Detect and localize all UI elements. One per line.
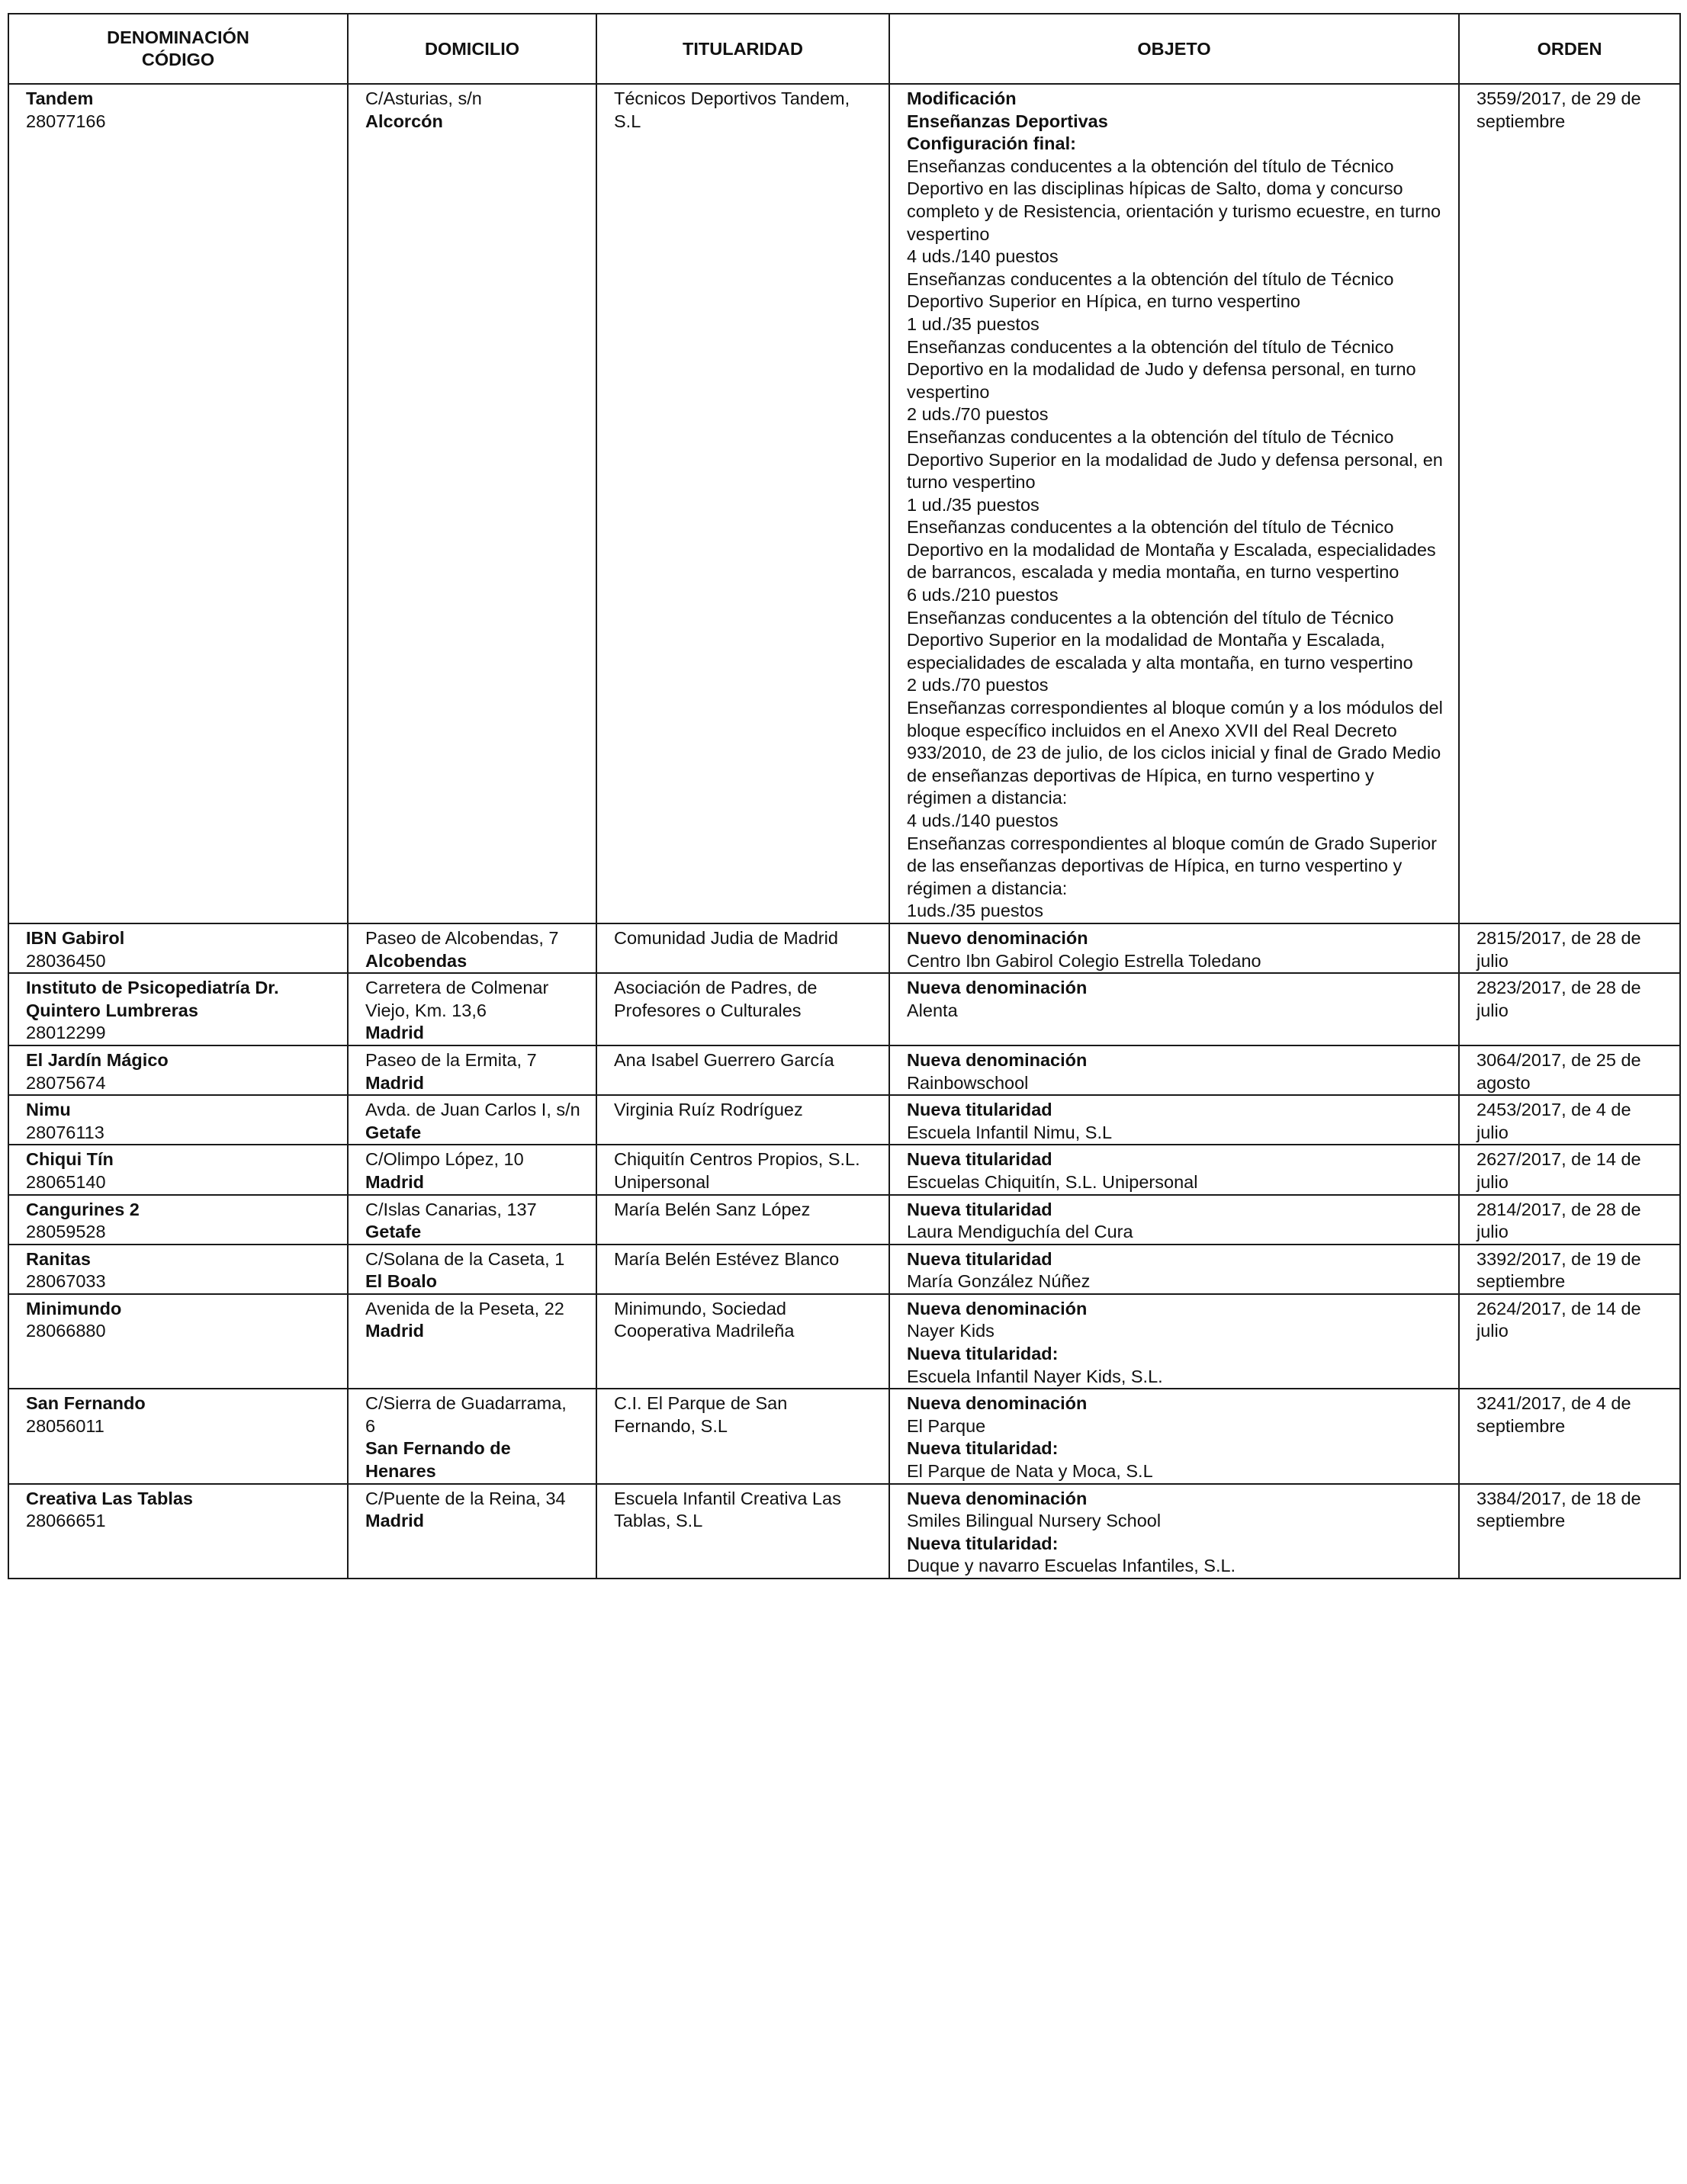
domicilio-cell bbox=[348, 84, 596, 923]
object-heading: Nueva titularidad bbox=[907, 1100, 1052, 1120]
table-row bbox=[8, 1145, 1680, 1194]
table-row bbox=[8, 1484, 1680, 1579]
address-municipality: El Boalo bbox=[365, 1271, 438, 1292]
center-name: Chiqui Tín bbox=[26, 1149, 114, 1170]
address-street: C/Islas Canarias, 137 bbox=[365, 1199, 537, 1219]
address-municipality: San Fernando de Henares bbox=[365, 1438, 511, 1482]
center-name: El Jardín Mágico bbox=[26, 1049, 169, 1070]
domicilio-cell bbox=[348, 1095, 596, 1145]
denominacion-cell bbox=[8, 1045, 348, 1095]
objeto-cell bbox=[889, 1095, 1459, 1145]
titularidad-cell bbox=[596, 1045, 889, 1095]
object-text: El Parque bbox=[907, 1415, 986, 1436]
object-text: Escuelas Chiquitín, S.L. Unipersonal bbox=[907, 1171, 1198, 1192]
denominacion-cell bbox=[8, 1294, 348, 1389]
address-street: C/Olimpo López, 10 bbox=[365, 1149, 524, 1170]
orden-cell bbox=[1459, 1484, 1680, 1579]
object-heading: Nuevo denominación bbox=[907, 927, 1088, 948]
table-header bbox=[8, 14, 1680, 84]
center-code: 28059528 bbox=[26, 1222, 106, 1242]
object-heading: Configuración final: bbox=[907, 133, 1076, 154]
center-name: IBN Gabirol bbox=[26, 927, 125, 948]
center-code: 28076113 bbox=[26, 1122, 104, 1142]
table-row bbox=[8, 1045, 1680, 1095]
object-text: Nayer Kids bbox=[907, 1321, 995, 1341]
address-municipality: Madrid bbox=[365, 1023, 425, 1043]
center-name: Ranitas bbox=[26, 1248, 91, 1269]
object-text: 4 uds./140 puestos bbox=[907, 811, 1059, 830]
header-row bbox=[8, 14, 1680, 84]
object-heading: Nueva titularidad bbox=[907, 1149, 1052, 1170]
orden-cell bbox=[1459, 1195, 1680, 1245]
denominacion-cell bbox=[8, 84, 348, 923]
titularidad-cell bbox=[596, 1245, 889, 1294]
domicilio-cell bbox=[348, 1245, 596, 1294]
orden-cell bbox=[1459, 1245, 1680, 1294]
table-row bbox=[8, 923, 1680, 973]
center-code: 28065140 bbox=[26, 1171, 106, 1192]
address-street: Carretera de Colmenar Viejo, Km. 13,6 bbox=[365, 978, 549, 1020]
center-name: Cangurines 2 bbox=[26, 1199, 140, 1219]
object-text: Enseñanzas conducentes a la obtención del título de Técnico Deportivo en la modalidad de Judo y defensa personal, en turno vespertino bbox=[907, 336, 1416, 402]
header-denominacion: DENOMINACIÓN bbox=[107, 27, 249, 47]
object-text: Enseñanzas conducentes a la obtención del título de Técnico Deportivo Superior en la modalidad de Judo y defensa personal, en turno vespertino bbox=[907, 426, 1443, 493]
objeto-cell bbox=[889, 1389, 1459, 1483]
titularidad-cell bbox=[596, 84, 889, 923]
titularidad-cell bbox=[596, 1294, 889, 1389]
header-domicilio: DOMICILIO bbox=[348, 14, 596, 84]
objeto-cell bbox=[889, 1145, 1459, 1194]
titularidad-cell bbox=[596, 1484, 889, 1579]
objeto-cell bbox=[889, 923, 1459, 973]
titularidad-cell bbox=[596, 1195, 889, 1245]
object-text: 4 uds./140 puestos bbox=[907, 246, 1059, 267]
denominacion-cell bbox=[8, 1245, 348, 1294]
address-municipality: Getafe bbox=[365, 1222, 422, 1242]
object-text: Enseñanzas conducentes a la obtención del título de Técnico Deportivo en las disciplinas hípicas de Salto, doma y concurso completo y de Resistencia, orientación y turismo ecuestre, en turno vespertino bbox=[907, 156, 1441, 244]
owner-name: Chiquitín Centros Propios, S.L. Unipersonal bbox=[614, 1149, 860, 1192]
center-name: Minimundo bbox=[26, 1298, 122, 1318]
center-name: Instituto de Psicopediatría Dr. Quintero Lumbreras bbox=[26, 978, 279, 1020]
domicilio-cell bbox=[348, 1389, 596, 1483]
owner-name: Virginia Ruíz Rodríguez bbox=[614, 1100, 803, 1120]
domicilio-cell bbox=[348, 1484, 596, 1579]
order-text: 2823/2017, de 28 de julio bbox=[1477, 978, 1641, 1020]
object-text: María González Núñez bbox=[907, 1271, 1091, 1292]
order-text: 3559/2017, de 29 de septiembre bbox=[1477, 88, 1641, 131]
object-heading: Enseñanzas Deportivas bbox=[907, 111, 1108, 131]
address-street: C/Solana de la Caseta, 1 bbox=[365, 1248, 565, 1269]
object-text: 1 ud./35 puestos bbox=[907, 313, 1040, 334]
address-municipality: Madrid bbox=[365, 1511, 425, 1531]
address-street: Paseo de la Ermita, 7 bbox=[365, 1049, 537, 1070]
owner-name: Minimundo, Sociedad Cooperativa Madrileña bbox=[614, 1298, 795, 1341]
table-row bbox=[8, 84, 1680, 923]
object-text: Enseñanzas conducentes a la obtención del título de Técnico Deportivo Superior en la modalidad de Montaña y Escalada, especialidades de escalada y alta montaña, en turno vespertino bbox=[907, 607, 1413, 673]
objeto-cell bbox=[889, 1195, 1459, 1245]
table-row bbox=[8, 973, 1680, 1045]
order-text: 2815/2017, de 28 de julio bbox=[1477, 927, 1641, 971]
orden-cell bbox=[1459, 1145, 1680, 1194]
table-body bbox=[8, 84, 1680, 1579]
address-street: Avenida de la Peseta, 22 bbox=[365, 1298, 564, 1318]
orden-cell bbox=[1459, 923, 1680, 973]
center-name: Nimu bbox=[26, 1100, 71, 1120]
center-code: 28012299 bbox=[26, 1023, 106, 1043]
address-municipality: Getafe bbox=[365, 1122, 422, 1142]
denominacion-cell bbox=[8, 923, 348, 973]
objeto-cell bbox=[889, 1045, 1459, 1095]
center-name: Creativa Las Tablas bbox=[26, 1488, 194, 1508]
order-text: 2624/2017, de 14 de julio bbox=[1477, 1298, 1641, 1341]
address-street: Avda. de Juan Carlos I, s/n bbox=[365, 1100, 580, 1120]
objeto-cell bbox=[889, 1245, 1459, 1294]
object-text: Escuela Infantil Nimu, S.L bbox=[907, 1122, 1113, 1142]
object-text: 2 uds./70 puestos bbox=[907, 675, 1049, 695]
object-heading: Nueva titularidad bbox=[907, 1248, 1052, 1269]
titularidad-cell bbox=[596, 973, 889, 1045]
owner-name: C.I. El Parque de San Fernando, S.L bbox=[614, 1393, 788, 1436]
orden-cell bbox=[1459, 1294, 1680, 1389]
denominacion-cell bbox=[8, 1145, 348, 1194]
center-name: San Fernando bbox=[26, 1393, 146, 1414]
object-heading: Nueva denominación bbox=[907, 1049, 1088, 1070]
domicilio-cell bbox=[348, 973, 596, 1045]
denominacion-cell bbox=[8, 1195, 348, 1245]
object-heading: Nueva denominación bbox=[907, 1488, 1088, 1508]
orden-cell bbox=[1459, 1389, 1680, 1483]
center-code: 28066880 bbox=[26, 1321, 106, 1341]
owner-name: María Belén Estévez Blanco bbox=[614, 1248, 840, 1269]
order-text: 3064/2017, de 25 de agosto bbox=[1477, 1049, 1641, 1093]
order-text: 2627/2017, de 14 de julio bbox=[1477, 1149, 1641, 1192]
order-text: 3392/2017, de 19 de septiembre bbox=[1477, 1248, 1641, 1292]
address-municipality: Madrid bbox=[365, 1171, 425, 1192]
order-text: 3241/2017, de 4 de septiembre bbox=[1477, 1393, 1631, 1436]
object-text: 1 ud./35 puestos bbox=[907, 494, 1040, 515]
owner-name: Escuela Infantil Creativa Las Tablas, S.L bbox=[614, 1488, 841, 1531]
object-heading: Nueva titularidad bbox=[907, 1199, 1052, 1219]
titularidad-cell bbox=[596, 1145, 889, 1194]
object-text: El Parque de Nata y Moca, S.L bbox=[907, 1461, 1153, 1482]
object-text: Enseñanzas conducentes a la obtención del título de Técnico Deportivo en la modalidad de Montaña y Escalada, especialidades de barrancos, escalada y media montaña, en turno vespertino bbox=[907, 517, 1436, 583]
center-code: 28077166 bbox=[26, 111, 106, 131]
domicilio-cell bbox=[348, 1145, 596, 1194]
table-row bbox=[8, 1389, 1680, 1483]
object-text: Enseñanzas correspondientes al bloque común de Grado Superior de las enseñanzas deportivas de Hípica, en turno vespertino y régimen a distancia: bbox=[907, 833, 1437, 898]
denominacion-cell bbox=[8, 1484, 348, 1579]
object-text: Laura Mendiguchía del Cura bbox=[907, 1222, 1133, 1242]
owner-name: María Belén Sanz López bbox=[614, 1199, 811, 1219]
table-row bbox=[8, 1245, 1680, 1294]
header-objeto: OBJETO bbox=[889, 14, 1459, 84]
header-codigo: CÓDIGO bbox=[141, 50, 215, 69]
object-text: Alenta bbox=[907, 1000, 958, 1020]
center-code: 28056011 bbox=[26, 1415, 104, 1436]
object-text: Centro Ibn Gabirol Colegio Estrella Toledano bbox=[907, 950, 1261, 971]
center-code: 28075674 bbox=[26, 1072, 106, 1093]
object-text: Smiles Bilingual Nursery School bbox=[907, 1511, 1162, 1531]
object-text: 6 uds./210 puestos bbox=[907, 585, 1059, 605]
header-titularidad: TITULARIDAD bbox=[596, 14, 889, 84]
orden-cell bbox=[1459, 973, 1680, 1045]
table-row bbox=[8, 1294, 1680, 1389]
objeto-cell bbox=[889, 973, 1459, 1045]
orden-cell bbox=[1459, 84, 1680, 923]
owner-name: Técnicos Deportivos Tandem, S.L bbox=[614, 88, 850, 131]
object-text: Escuela Infantil Nayer Kids, S.L. bbox=[907, 1366, 1163, 1386]
denominacion-cell bbox=[8, 973, 348, 1045]
object-heading: Nueva denominación bbox=[907, 1393, 1088, 1414]
address-municipality: Madrid bbox=[365, 1321, 425, 1341]
domicilio-cell bbox=[348, 1045, 596, 1095]
object-heading: Nueva denominación bbox=[907, 1298, 1088, 1318]
address-street: C/Sierra de Guadarrama, 6 bbox=[365, 1393, 567, 1436]
titularidad-cell bbox=[596, 1095, 889, 1145]
object-text: 2 uds./70 puestos bbox=[907, 404, 1049, 425]
object-text: Duque y navarro Escuelas Infantiles, S.L. bbox=[907, 1556, 1236, 1576]
address-municipality: Alcobendas bbox=[365, 950, 468, 971]
order-text: 3384/2017, de 18 de septiembre bbox=[1477, 1488, 1641, 1531]
center-code: 28067033 bbox=[26, 1271, 106, 1292]
object-text: Enseñanzas conducentes a la obtención del título de Técnico Deportivo Superior en Hípica, en turno vespertino bbox=[907, 268, 1394, 312]
address-municipality: Alcorcón bbox=[365, 111, 443, 131]
object-heading: Modificación bbox=[907, 88, 1017, 108]
orden-cell bbox=[1459, 1045, 1680, 1095]
object-heading: Nueva titularidad: bbox=[907, 1533, 1059, 1553]
address-street: C/Asturias, s/n bbox=[365, 88, 482, 108]
object-text: Rainbowschool bbox=[907, 1072, 1029, 1093]
orden-cell bbox=[1459, 1095, 1680, 1145]
domicilio-cell bbox=[348, 923, 596, 973]
owner-name: Ana Isabel Guerrero García bbox=[614, 1049, 834, 1070]
domicilio-cell bbox=[348, 1294, 596, 1389]
table-row bbox=[8, 1095, 1680, 1145]
address-street: Paseo de Alcobendas, 7 bbox=[365, 927, 559, 948]
order-text: 2453/2017, de 4 de julio bbox=[1477, 1100, 1631, 1142]
center-name: Tandem bbox=[26, 88, 94, 108]
center-code: 28066651 bbox=[26, 1511, 106, 1531]
titularidad-cell bbox=[596, 1389, 889, 1483]
order-text: 2814/2017, de 28 de julio bbox=[1477, 1199, 1641, 1242]
object-text: Enseñanzas correspondientes al bloque común y a los módulos del bloque específico incluidos en el Anexo XVII del Real Decreto 933/2010, de 23 de julio, de los ciclos inicial y final de Grado Medio de enseñanzas deportivas de Hípica, en turno vespertino y régimen a distancia: bbox=[907, 698, 1443, 808]
object-heading: Nueva titularidad: bbox=[907, 1438, 1059, 1459]
domicilio-cell bbox=[348, 1195, 596, 1245]
object-heading: Nueva titularidad: bbox=[907, 1344, 1059, 1364]
address-street: C/Puente de la Reina, 34 bbox=[365, 1488, 566, 1508]
titularidad-cell bbox=[596, 923, 889, 973]
header-orden: ORDEN bbox=[1459, 14, 1680, 84]
denominacion-cell bbox=[8, 1389, 348, 1483]
objeto-cell bbox=[889, 1484, 1459, 1579]
center-code: 28036450 bbox=[26, 950, 106, 971]
centers-table bbox=[8, 13, 1681, 1579]
header-denominacion-codigo bbox=[8, 14, 348, 84]
owner-name: Comunidad Judia de Madrid bbox=[614, 927, 838, 948]
objeto-cell bbox=[889, 84, 1459, 923]
address-municipality: Madrid bbox=[365, 1072, 425, 1093]
owner-name: Asociación de Padres, de Profesores o Culturales bbox=[614, 978, 818, 1020]
table-row bbox=[8, 1195, 1680, 1245]
denominacion-cell bbox=[8, 1095, 348, 1145]
object-heading: Nueva denominación bbox=[907, 978, 1088, 998]
objeto-cell bbox=[889, 1294, 1459, 1389]
object-text: 1uds./35 puestos bbox=[907, 901, 1043, 921]
